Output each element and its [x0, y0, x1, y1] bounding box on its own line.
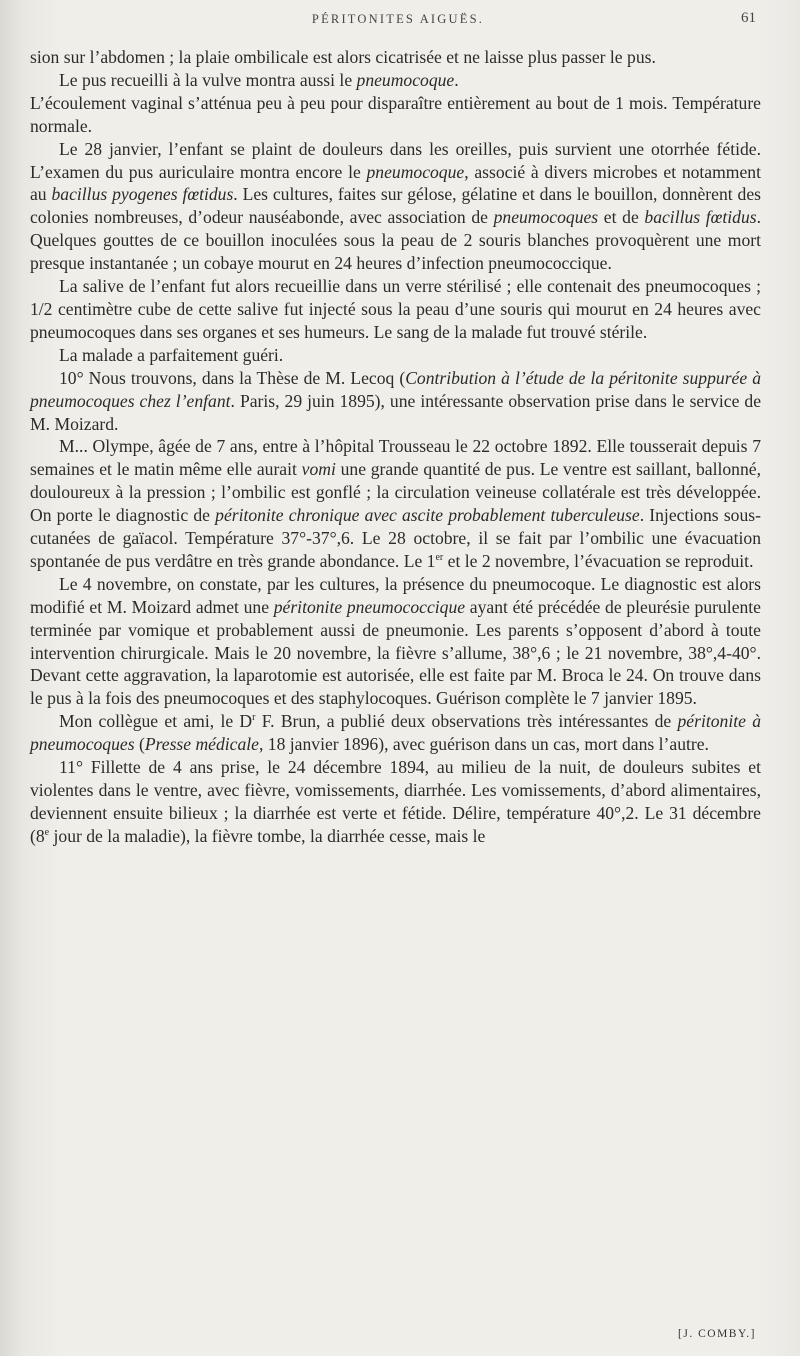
text-run: M... Olympe, âgée de 7 ans, entre à l’hôpital Trousseau le 22 octobre 1892. Elle tousserait depuis 7 semaines et le matin même elle aurait — [30, 436, 761, 480]
paragraph — [30, 92, 761, 138]
italic-text: péritonite chronique avec ascite probablement tuberculeuse — [215, 505, 640, 526]
text-run: sion sur l’abdomen ; la plaie ombilicale est alors cicatrisée et ne laisse plus passer le pus. — [30, 47, 656, 67]
paragraph — [30, 344, 761, 367]
italic-text: vomi — [301, 459, 336, 480]
text-run: . Injections sous-cutanées de gaïacol. Température 37°-37°,6. Le 28 octobre, il se fait par l’ombilic une évacuation spontanée de pus verdâtre en très grande abondance. Le 1 — [30, 505, 761, 571]
page-number: 61 — [741, 10, 756, 26]
paragraph — [30, 367, 761, 436]
text-run: . Quelques gouttes de ce bouillon inoculées sous la peau de 2 souris blanches provoquèrent une mort presque instantanée ; un cobaye mourut en 24 heures d’infection pneumococcique. — [30, 207, 762, 274]
text-run: 11° Fillette de 4 ans prise, le 24 décembre 1894, au milieu de la nuit, de douleurs subites et violentes dans le ventre, avec fièvre, vomissements, diarrhée. Les vomissements, d’abord alimentaires, deviennent ensuite bilieux ; la diarrhée est verte et fétide. Délire, température 40°,2. Le 31 décembre (8 — [30, 757, 761, 846]
text-run: et le 2 novembre, l’évacuation se reproduit. — [443, 550, 754, 571]
paragraph — [30, 138, 761, 275]
italic-text: péritonite pneumococcique — [273, 596, 466, 617]
text-run: . — [454, 69, 459, 90]
italic-text: pneumocoque — [366, 161, 465, 182]
text-run: Le 4 novembre, on constate, par les cultures, la présence du pneumocoque. Le diagnostic est alors modifié et M. Moizard admet une — [30, 573, 761, 617]
paragraph — [30, 435, 761, 572]
text-run: . Paris, 29 juin 1895), une intéressante observation prise dans le service de M. Moizard. — [30, 390, 762, 434]
text-run: ( — [134, 734, 145, 755]
italic-text: pneumocoques — [493, 207, 599, 228]
superscript-text: e — [44, 826, 50, 838]
text-run: une grande quantité de pus. Le ventre est saillant, ballonné, douloureux à la pression ; l’ombilic est gonflé ; la circulation veineuse collatérale est très développée. On porte le diagnostic de — [30, 459, 761, 526]
body-text — [30, 46, 761, 848]
italic-text: Contribution à l’étude de la péritonite suppurée à pneumocoques chez l’enfant — [30, 367, 761, 411]
page-header — [40, 10, 756, 34]
superscript-text: r — [252, 712, 256, 724]
italic-text: péritonite à pneumocoques — [30, 711, 761, 755]
paragraph — [30, 710, 761, 756]
paragraph — [30, 756, 761, 848]
text-run: L’écoulement vaginal s’atténua peu à peu pour disparaître entièrement au bout de 1 mois. Température normale. — [30, 92, 761, 136]
paragraph — [30, 573, 761, 710]
text-run: ayant été précédée de pleurésie purulente terminée par vomique et probablement aussi de pneumonie. Les parents s’opposent d’abord à toute intervention chirurgicale. Mais le 20 novembre, la fièvre s’allume, 38°,6 ; le 21 novembre, 38°,4-40°. Devant cette aggravation, la laparotomie est autorisée, elle est faite par M. Broca le 24. On trouve dans le pus à la fois des pneumocoques et des staphylocoques. Guérison complète le 7 janvier 1895. — [30, 596, 761, 709]
text-run: Mon collègue et ami, le D — [59, 711, 253, 732]
italic-text: bacillus fœtidus — [644, 207, 757, 228]
paragraph — [30, 69, 761, 92]
text-run: F. Brun, a publié deux observations très intéressantes de — [255, 711, 678, 732]
text-run: La malade a parfaitement guéri. — [59, 344, 284, 365]
running-title: PÉRITONITES AIGUËS. — [311, 12, 485, 26]
text-run: et de — [598, 207, 645, 228]
italic-text: pneumocoque — [356, 69, 455, 90]
superscript-text: er — [435, 552, 444, 564]
text-run: Le pus recueilli à la vulve montra aussi le — [59, 69, 357, 90]
italic-text: Presse médicale — [144, 734, 259, 755]
italic-text: bacillus pyogenes fœtidus — [51, 184, 234, 205]
text-run: , associé à divers microbes et notamment au — [30, 161, 761, 205]
text-run: , 18 janvier 1896), avec guérison dans un cas, mort dans l’autre. — [258, 734, 709, 755]
text-run: 10° Nous trouvons, dans la Thèse de M. Lecoq ( — [59, 367, 406, 388]
paragraph — [30, 275, 761, 344]
text-run: La salive de l’enfant fut alors recueillie dans un verre stérilisé ; elle contenait des pneumocoques ; 1/2 centimètre cube de cette salive fut injecté sous la peau d’une souris qui mourut en 24 heures avec pneumocoques dans ses organes et ses humeurs. Le sang de la malade fut trouvé stérile. — [30, 276, 761, 342]
author-signature: [J. COMBY.] — [678, 1328, 756, 1340]
text-run: . Les cultures, faites sur gélose, gélatine et dans le bouillon, donnèrent des colonies nombreuses, d’odeur nauséabonde, avec association de — [30, 184, 761, 228]
text-run: jour de la maladie), la fièvre tombe, la diarrhée cesse, mais le — [49, 825, 486, 846]
paragraph — [30, 46, 761, 69]
text-run: Le 28 janvier, l’enfant se plaint de douleurs dans les oreilles, puis survient une otorrhée fétide. L’examen du pus auriculaire montra encore le — [30, 138, 761, 182]
